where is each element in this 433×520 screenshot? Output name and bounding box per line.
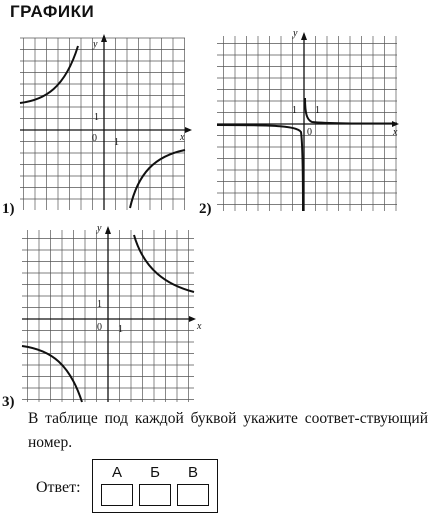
y-axis-label: y bbox=[93, 39, 98, 50]
graph-1-number: 1) bbox=[2, 201, 15, 217]
graph-2-number: 2) bbox=[199, 201, 212, 217]
curve-left-branch bbox=[217, 125, 303, 211]
answer-cell-v bbox=[175, 465, 211, 509]
answer-input-b[interactable] bbox=[139, 484, 171, 506]
unit-x-label: 1 bbox=[118, 324, 123, 335]
answer-table bbox=[92, 459, 218, 513]
unit-x-label: 1 bbox=[114, 137, 119, 148]
graph-3 bbox=[22, 223, 202, 402]
x-axis-label: x bbox=[180, 132, 185, 143]
y-axis-arrow bbox=[301, 32, 307, 40]
answer-input-v[interactable] bbox=[177, 484, 209, 506]
answer-label: Ответ: bbox=[36, 479, 81, 496]
unit-y-label: 1 bbox=[94, 112, 99, 123]
answer-cell-a bbox=[99, 465, 135, 509]
answer-letter: Б bbox=[150, 464, 160, 481]
graph-3-number: 3) bbox=[2, 394, 15, 410]
curve-left-branch bbox=[22, 346, 82, 402]
x-axis-arrow bbox=[189, 316, 196, 322]
y-axis-label: y bbox=[97, 223, 102, 234]
y-axis-label: y bbox=[293, 28, 298, 39]
x-axis-arrow bbox=[185, 127, 192, 133]
x-axis-label: x bbox=[393, 127, 398, 138]
unit-y-label: 1 bbox=[292, 105, 297, 116]
worksheet-heading: ГРАФИКИ bbox=[10, 2, 95, 21]
origin-label: 0 bbox=[307, 127, 312, 138]
origin-label: 0 bbox=[92, 133, 97, 144]
answer-input-a[interactable] bbox=[101, 484, 133, 506]
answer-letter: В bbox=[187, 464, 198, 481]
x-axis-label: x bbox=[197, 321, 202, 332]
answer-cell-b bbox=[137, 465, 173, 509]
grid bbox=[20, 38, 185, 210]
origin-label: 0 bbox=[97, 322, 102, 333]
answer-letter: А bbox=[111, 464, 122, 481]
graph-2 bbox=[217, 28, 398, 211]
y-axis-arrow bbox=[105, 226, 111, 234]
task-text: В таблице под каждой буквой укажите соответ-ствующий номер. bbox=[28, 410, 428, 451]
unit-x-label: 1 bbox=[315, 105, 320, 116]
curve-right-branch bbox=[134, 235, 194, 292]
graph-1 bbox=[20, 38, 185, 210]
unit-y-label: 1 bbox=[97, 299, 102, 310]
